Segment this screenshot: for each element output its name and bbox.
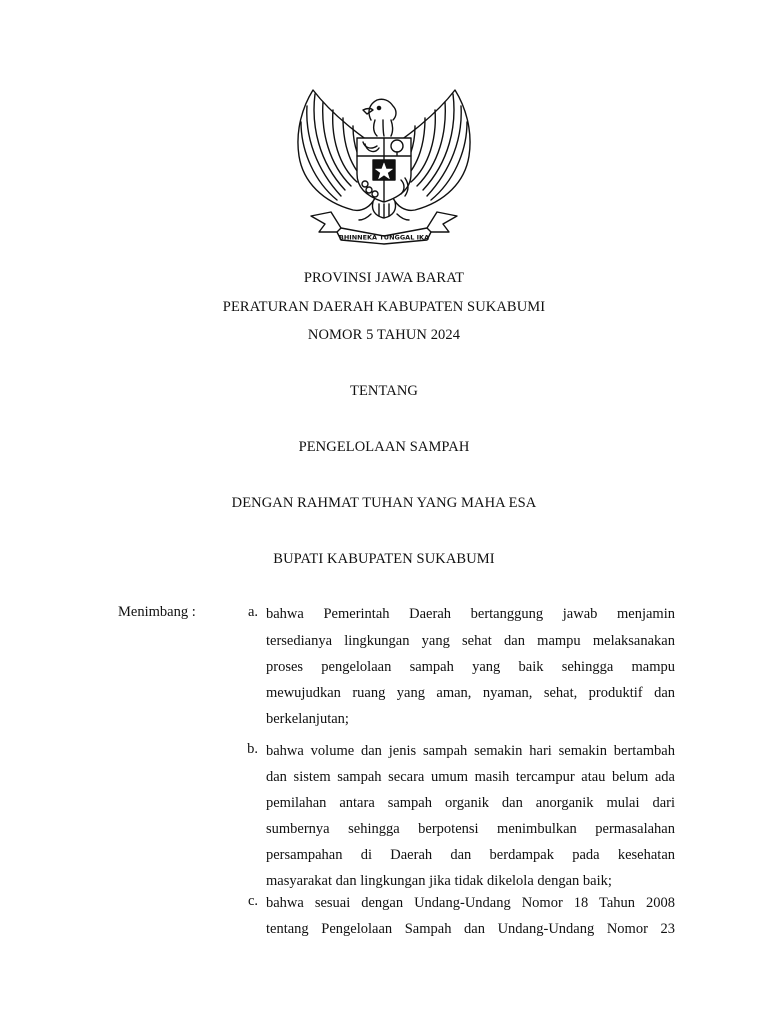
blessing-heading: DENGAN RAHMAT TUHAN YANG MAHA ESA <box>231 495 537 511</box>
item-b-line: bahwa volume dan jenis sampah semakin hari semakin bertambah <box>266 743 675 759</box>
item-a-letter: a. <box>247 604 258 620</box>
item-c-line: tentang Pengelolaan Sampah dan Undang-Undang Nomor 23 <box>266 921 675 937</box>
emblem-motto: BHINNEKA TUNGGAL IKA <box>338 233 430 242</box>
item-b-line: pemilahan antara sampah organik dan anorganik mulai dari <box>266 795 675 811</box>
item-b-line: dan sistem sampah secara umum masih tercampur atau belum ada <box>266 769 675 785</box>
regulation-number: NOMOR 5 TAHUN 2024 <box>307 327 461 343</box>
item-c-letter: c. <box>247 893 258 909</box>
authority-heading: BUPATI KABUPATEN SUKABUMI <box>273 551 495 567</box>
item-a-line: berkelanjutan; <box>266 711 349 727</box>
about-heading: TENTANG <box>350 383 418 399</box>
item-a-line: mewujudkan ruang yang aman, nyaman, sehat, produktif dan <box>266 685 675 701</box>
item-a-line: bahwa Pemerintah Daerah bertanggung jawab menjamin <box>266 606 675 622</box>
item-b-line: sumbernya sehingga berpotensi menimbulkan permasalahan <box>266 821 675 837</box>
item-a-line: proses pengelolaan sampah yang baik sehingga mampu <box>266 659 675 675</box>
considerations-label: Menimbang : <box>118 604 196 620</box>
item-a-line: tersedianya lingkungan yang sehat dan mampu melaksanakan <box>266 633 675 649</box>
item-b-line: persampahan di Daerah dan berdampak pada kesehatan <box>266 847 675 863</box>
item-c-line: bahwa sesuai dengan Undang-Undang Nomor 18 Tahun 2008 <box>266 895 675 911</box>
regulation-heading: PERATURAN DAERAH KABUPATEN SUKABUMI <box>222 299 546 315</box>
province-heading: PROVINSI JAWA BARAT <box>303 270 465 286</box>
item-b-line: masyarakat dan lingkungan jika tidak dikelola dengan baik; <box>266 873 612 889</box>
subject-heading: PENGELOLAAN SAMPAH <box>298 439 470 455</box>
item-b-letter: b. <box>247 741 258 757</box>
garuda-pancasila-emblem-icon <box>293 86 475 246</box>
